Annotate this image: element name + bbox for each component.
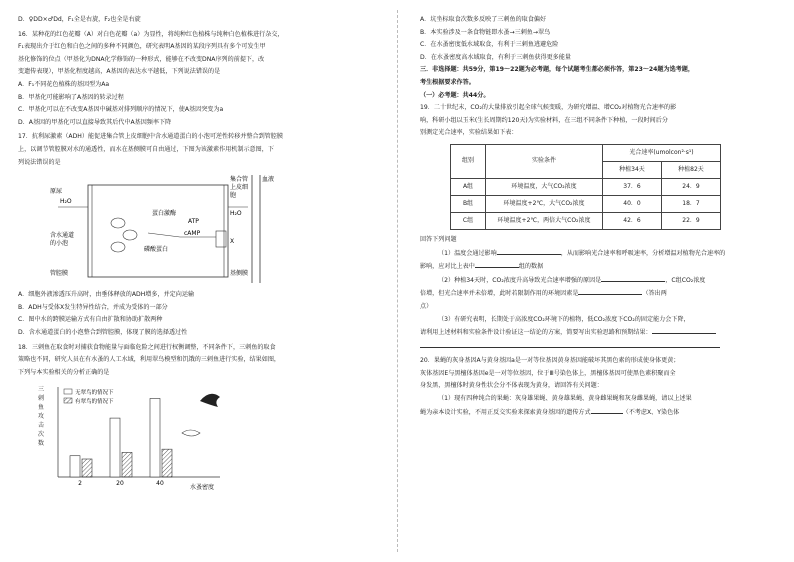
option-b: B．ADH与受体X发生特异性结合，并成为受体的一部分 (18, 303, 168, 311)
table-header-row (451, 144, 721, 161)
question-19: 19．二十世纪末，CO₂的大量排放引起全球气候变暖，为研究增温、增CO₂对植物光合速率的影 响，科研小组以玉米(生长周期约120天)为实验材料，在三组不同条件下种植，一段时间后分 别测定光合速率，实验结果如下表： (420, 104, 677, 137)
chart-xlabel: 水蚤密度 (190, 484, 215, 492)
x-tick-label: 20 (116, 480, 124, 488)
label-cell: 胞 (230, 192, 237, 200)
section-3-subheading: 考生根据要求作答。 (420, 78, 475, 86)
signal-arrow-2 (148, 233, 180, 237)
receptor-x (216, 231, 226, 247)
question-18-options (420, 14, 775, 64)
bar-with-kingfisher-2 (82, 459, 92, 477)
stickleback-icon (182, 430, 200, 436)
label-water-2: H₂O (230, 210, 242, 218)
option-b: B．本实验涉及一条食物链即水蚤→三刺鱼→翠鸟 (420, 28, 551, 36)
label-x: X (230, 238, 235, 246)
left-column (18, 14, 373, 495)
vesicle-2 (123, 230, 137, 240)
question-20: 20．果蝇的灰身基因A与黄身基因a是一对等位基因黄身基因能破坏其黑色素的形成使身体更黄； 灰体基因E与黑檀体基因e是一对等位基因，位于Ⅲ号染色体上，黑檀体基因可使黑色素积聚而全 身发黑，黑檀体时黄身性状会分不体表现为黄身，请回答有关问题： （1）现有四种纯合的果蝇：灰身雄果蝇、黄身雄果蝇、黄身雌果蝇和灰身雌果蝇，请以上述果 蝇为亲本设计实验，不用正反交实验来探索黄身基因的遗传方式 （不考虑X、Y染色体 (420, 357, 692, 416)
option-a: A．细胞外液渗透压升高时，由垂体释放的ADH增多，并定向运输 (18, 291, 195, 299)
q19-part1: （1）温度会通过影响 ，从而影响光合速率和呼吸速率，分析增温对植物光合速率的 (420, 247, 775, 261)
answer-blank[interactable] (591, 406, 623, 414)
option-c: C．在水蚤密度低水域取食，有利于三刺鱼逃避危险 (420, 41, 559, 49)
label-phosphoprotein: 磷酸蛋白 (144, 246, 169, 254)
label-epithelial: 上皮细 (230, 184, 249, 192)
option-d: D．A基因的甲基化可以直接导致其后代中A基因频率下降 (18, 118, 172, 126)
chart-ylabel: 三刺鱼攻击次数 (38, 386, 45, 448)
option-a: A．坑坐标取食次数多反映了三刺鱼的取食偏好 (420, 16, 547, 23)
header-condition: 实验条件 (486, 144, 603, 178)
question-17: 17．抗利尿激素（ADH）能促进集合管上皮细胞中含水通道蛋白的小泡可逆性转移并整合到管腔膜 上，以调节管腔膜对水的通透性，而水在基侧膜可自由通过，下图为该激素作用机制示意图，下 列说法错误的是 (18, 133, 283, 166)
q19-part2-cont: 倍增，但光合速率并未倍增，此时若限制作用的环境因素是 （答出两 (420, 287, 775, 301)
kingfisher-icon (200, 394, 220, 407)
label-blood: 血液 (262, 176, 275, 184)
bar-no-kingfisher-2 (70, 456, 80, 477)
adh-mechanism-diagram (18, 171, 373, 287)
bars-group (70, 399, 172, 478)
label-protein-kinase: 蛋白激酶 (152, 210, 177, 218)
header-day34: 种植34天 (603, 161, 662, 178)
photosynthesis-table (450, 144, 721, 230)
table-row: C组 环境温度+2℃，两倍大气CO₂浓度 42．6 22．9 (451, 212, 721, 229)
header-rate: 光合速率(umolcon²·s¹) (603, 144, 721, 161)
vesicle-1 (111, 218, 125, 228)
answer-heading: 回答下列问题 (420, 235, 457, 243)
header-group: 组别 (451, 144, 486, 178)
section-3-heading: 三．非选择题：共59分，第19～22题为必考题，每个试题考生都必须作答，第23～24题为选考题， (420, 66, 694, 74)
answer-blank[interactable] (601, 274, 665, 282)
label-vesicle-2: 的小泡 (50, 240, 69, 248)
bar-no-kingfisher-20 (110, 418, 120, 477)
bar-with-kingfisher-20 (122, 453, 132, 478)
label-collecting-duct: 集合管 (230, 176, 249, 184)
header-day82: 种植82天 (662, 161, 721, 178)
x-tick-label: 40 (156, 480, 164, 488)
option-d: D．在水蚤密度高水域取食，有利于三刺鱼获得更多能量 (420, 53, 571, 61)
x-tick-label: 2 (78, 480, 82, 488)
q19-part1-cont: 影响，应对比上表中 组的数据 (420, 260, 775, 274)
right-column (420, 14, 775, 419)
option-d: D．含水通道蛋白的小泡整合到管腔膜，体现了膜的选择透过性 (18, 328, 188, 336)
q15-option-d: D．♀DD×♂Dd，F₁全是右旋，F₂也全是右旋 (18, 16, 141, 23)
q19-part3: （3）有研究表明，长期处于高浓度CO₂环境下的植物，低CO₂浓度下CO₂的固定能力会下降， (438, 315, 690, 323)
vesicle-3 (111, 242, 125, 252)
question-18: 18．三刺鱼在取食时对捕获食物能量与面临危险之间进行权衡调整，不同条件下，三刺鱼的取食 策略也不同，研究人员在有水蚤的人工水域，利用翠鸟模型和饥饿的三刺鱼进行实验，结果如图， 下列与本实验相关的分析正确的是 (18, 343, 281, 376)
answer-blank[interactable] (497, 247, 561, 255)
answer-blank[interactable] (420, 340, 720, 348)
column-divider (397, 10, 398, 552)
legend-swatch-2 (64, 398, 72, 403)
q19-part2-end: 点） (420, 302, 433, 310)
q19-part3-blank (420, 340, 775, 354)
answer-blank[interactable] (475, 260, 519, 268)
legend-label-2: 有翠鸟的情况下 (75, 399, 114, 406)
label-atp: ATP (188, 218, 199, 226)
answer-blank[interactable] (578, 287, 642, 295)
legend-label-1: 无翠鸟的情况下 (75, 390, 114, 397)
predation-bar-chart (18, 381, 373, 493)
bar-chart-svg (50, 381, 260, 493)
table-row: A组 环境温度，大气CO₂浓度 37．6 24．9 (451, 178, 721, 195)
bar-with-kingfisher-40 (162, 449, 172, 477)
option-c: C．甲基化可以在不改变A基因中碱基对排列顺序的情况下，使A基因突变为a (18, 106, 224, 114)
q19-part3-cont: 请利用上述材料和实验条件设计验证这一结论的方案，简要写出实验思路和预期结果： (420, 326, 775, 340)
bar-no-kingfisher-40 (150, 399, 160, 478)
answer-blank[interactable] (652, 326, 716, 334)
label-primary-urine: 原尿 (50, 188, 63, 196)
q19-part2: （2）种植34天时，CO₂浓度升高导致光合速率增强的原因是 ，C组CO₂浓度 (420, 274, 775, 288)
question-17-options (18, 289, 373, 339)
option-a: A．F₁不同花色植株的基因型为Aa (18, 80, 110, 88)
cell-diagram-svg (48, 171, 288, 287)
table-row: B组 环境温度+2℃，大气CO₂浓度 40．0 18．7 (451, 195, 721, 212)
label-camp: cAMP (184, 230, 201, 238)
question-16: 16．某种花的红色花瓣（A）对白色花瓣（a）为显性，将纯种红色植株与纯种白色植株进行杂交， F₁表现出介于红色和白色之间的多种不同颜色，研究表明A基因的某段序列具有多个可发生甲 基化修饰的位点（甲基化为DNA化学修饰的一种形式，能够在不改变DNA序列的前提下，改 变遗传表现），甲基化程度越高，A基因的表达水平越低，下列说法错误的是 A．F₁不同花色植株的基因型为Aa B．甲基化可能影响了A基因的转录过程 C．甲基化可以在不改变A基因中碱基对排列顺序的情况下，使A基因突变为a D．A基因的甲基化可以直接导致其后代中A基因频率下降 (18, 29, 373, 130)
option-c: C．图中水的跨膜运输方式有自由扩散和协助扩散两种 (18, 316, 163, 324)
label-basal-membrane: 基侧膜 (230, 270, 249, 278)
label-lumen-membrane: 管腔膜 (50, 270, 69, 278)
label-vesicle-1: 含水通道 (50, 232, 75, 240)
x-ticks-group (78, 480, 164, 487)
epithelial-cell-outline (88, 185, 228, 277)
label-water-1: H₂O (60, 198, 72, 206)
option-b: B．甲基化可能影响了A基因的转录过程 (18, 93, 124, 101)
legend-swatch-1 (64, 389, 72, 394)
section-required-heading: （一）必考题：共44分。 (420, 91, 490, 99)
